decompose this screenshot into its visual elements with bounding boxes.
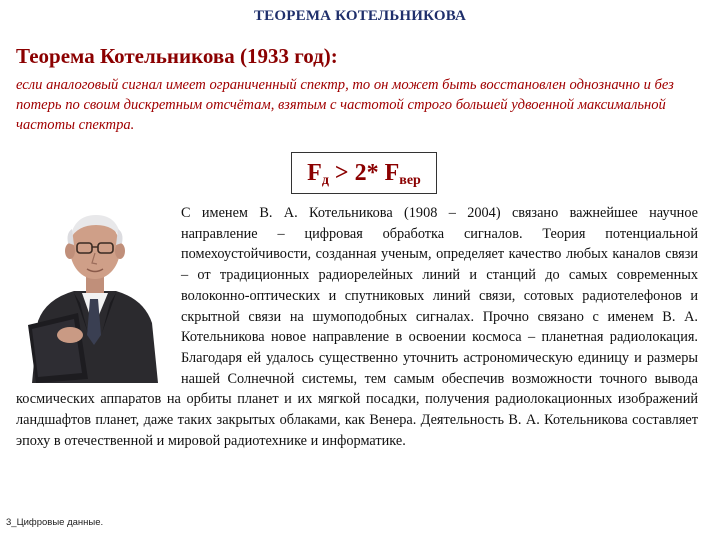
formula-rhs-subscript: вер xyxy=(399,173,421,188)
slide-title: ТЕОРЕМА КОТЕЛЬНИКОВА xyxy=(253,8,467,24)
biography-paragraph: С именем В. А. Котельникова (1908 – 2004) связано важнейшее научное направление – цифровая обработка сигналов. Теория потенциальной помехоустойчивости, созданная ученым, определяет качество любых каналов связи – от традиционных радиорелейных линий и станций до самых современных волоконно-оптических и спутниковых линий связи, сотовых радиотелефонов и скрытной связи на шумоподобных сигналах. Прочно связано с именем В. А. Котельникова новое направление в освоении космоса – планетная радиолокация. Благодаря ей удалось существенно уточнить астрономическую единицу и размеры нашей Солнечной системы, тем самым обеспечив возможности точного вывода космических аппаратов на орбиты планет и их мягкой посадки, получения радиолокационных изображений ландшафтов планет, даже таких закрытых облаками, как Венера. Деятельность В. А. Котельникова составляет эпоху в отечественной и мировой радиотехнике и информатике. xyxy=(16,205,698,449)
footer-label: 3_Цифровые данные. xyxy=(6,517,104,528)
formula-lhs-subscript: д xyxy=(321,173,329,188)
formula-operator: > 2 xyxy=(328,160,367,186)
sampling-formula-box xyxy=(291,152,437,194)
biography-text xyxy=(16,203,698,451)
formula-lhs: F xyxy=(307,160,322,186)
formula-multiply-sign: * xyxy=(366,160,379,186)
theorem-heading: Теорема Котельникова (1933 год): xyxy=(16,44,338,68)
theorem-statement: если аналоговый сигнал имеет ограниченный спектр, то он может быть восстановлен однозначно и без потерь по своим дискретным отсчётам, взятым с частотой строго большей удвоенной максимальной частоты спектра. xyxy=(16,77,674,133)
photo-wrap-spacer xyxy=(16,203,181,389)
formula-rhs: F xyxy=(378,160,400,186)
